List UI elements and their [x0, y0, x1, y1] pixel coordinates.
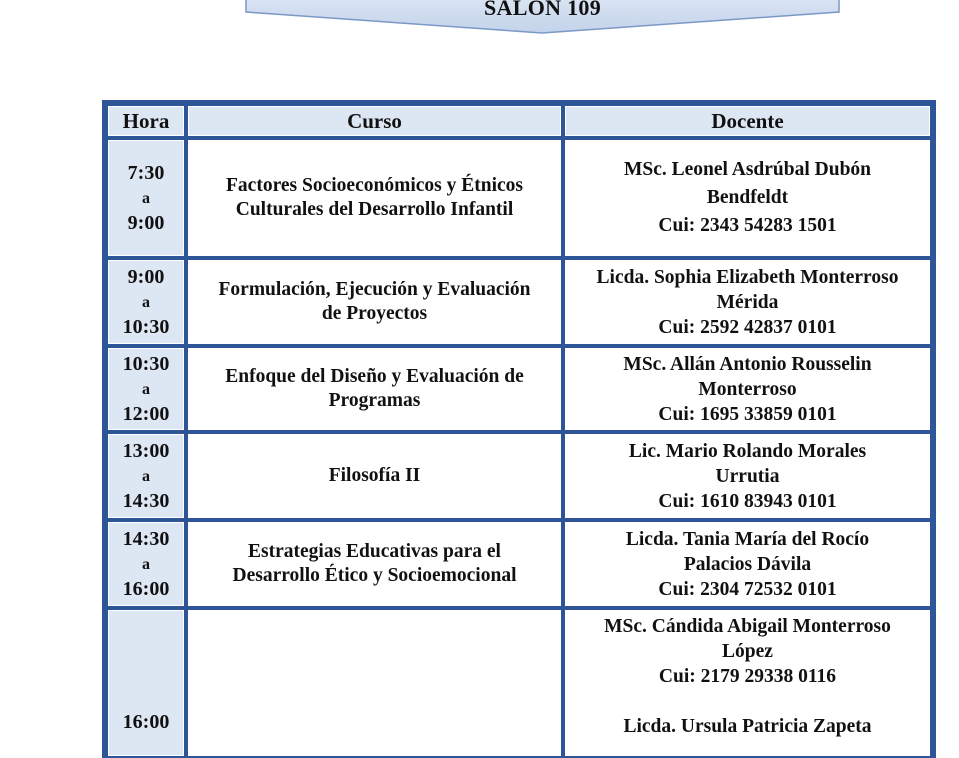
docente-cell [563, 432, 932, 520]
curso-cell [186, 432, 563, 520]
hora-sep: a [142, 467, 150, 485]
hora-end: 9:00 [127, 211, 165, 234]
curso-cell [186, 346, 563, 432]
docente-line: Licda. Tania María del Rocío [625, 528, 870, 550]
docente-cell [563, 520, 932, 608]
curso-cell [186, 138, 563, 258]
docente-cell [563, 138, 932, 258]
table-row [106, 138, 932, 258]
hora-sep: a [142, 189, 150, 207]
header-hora: Hora [106, 104, 186, 138]
header-row [106, 104, 932, 138]
banner-title: SALON 109 [484, 0, 601, 20]
curso-line: Desarrollo Ético y Socioemocional [232, 565, 517, 586]
curso-line: Estrategias Educativas para el [248, 541, 501, 562]
docente-cell [563, 608, 932, 758]
hora-start: 9:00 [127, 265, 165, 288]
hora-cell [106, 138, 186, 258]
hora-cell [106, 608, 186, 758]
docente-cell [563, 346, 932, 432]
docente-line: Bendfeldt [706, 187, 789, 208]
docente-line: Licda. Ursula Patricia Zapeta [623, 716, 872, 737]
docente-cui: Cui: 2179 29338 0116 [658, 666, 837, 687]
hora-start: 13:00 [122, 439, 170, 462]
docente-line: Palacios Dávila [683, 553, 812, 575]
docente-line: Urrutia [715, 465, 780, 487]
hora-start: 7:30 [127, 161, 165, 184]
curso-line: de Proyectos [321, 303, 428, 324]
hora-sep: a [142, 555, 150, 573]
docente-cui: Cui: 2592 42837 0101 [658, 316, 837, 338]
docente-line: MSc. Leonel Asdrúbal Dubón [623, 159, 872, 180]
docente-line: MSc. Allán Antonio Rousselin [623, 353, 872, 375]
curso-cell [186, 608, 563, 758]
docente-cui: Cui: 1695 33859 0101 [658, 403, 837, 425]
table-row [106, 346, 932, 432]
docente-line: MSc. Cándida Abigail Monterroso [604, 616, 891, 637]
hora-sep: a [142, 293, 150, 311]
curso-line: Factores Socioeconómicos y Étnicos [226, 175, 523, 196]
hora-end: 10:30 [122, 315, 170, 338]
salon-banner [245, 0, 840, 34]
docente-line: Mérida [716, 291, 779, 313]
hora-start: 14:30 [122, 527, 170, 550]
docente-cui: Cui: 2304 72532 0101 [658, 578, 837, 600]
table-row [106, 608, 932, 758]
table-row [106, 520, 932, 608]
curso-line: Enfoque del Diseño y Evaluación de [225, 366, 524, 387]
table-row [106, 432, 932, 520]
header-curso: Curso [186, 104, 563, 138]
curso-line: Culturales del Desarrollo Infantil [235, 199, 514, 220]
curso-line: Formulación, Ejecución y Evaluación [218, 279, 531, 300]
hora-end: 16:00 [122, 577, 170, 600]
docente-line: Lic. Mario Rolando Morales [628, 440, 867, 462]
docente-cui: Cui: 1610 83943 0101 [658, 490, 837, 512]
hora-cell [106, 258, 186, 346]
schedule-table [102, 100, 936, 758]
hora-sep: a [142, 380, 150, 398]
curso-line: Programas [328, 390, 421, 411]
hora-start: 16:00 [122, 711, 170, 733]
curso-cell [186, 520, 563, 608]
docente-cell [563, 258, 932, 346]
docente-cui: Cui: 2343 54283 1501 [658, 215, 837, 236]
hora-end: 12:00 [122, 402, 170, 425]
hora-start: 10:30 [122, 352, 170, 375]
hora-cell [106, 432, 186, 520]
docente-line: Monterroso [698, 378, 797, 400]
docente-line: Licda. Sophia Elizabeth Monterroso [596, 266, 899, 288]
header-docente: Docente [563, 104, 932, 138]
docente-line: López [722, 641, 773, 662]
hora-cell [106, 520, 186, 608]
hora-cell [106, 346, 186, 432]
docente-blank-line [571, 689, 924, 714]
curso-cell [186, 258, 563, 346]
hora-end: 14:30 [122, 489, 170, 512]
table-row [106, 258, 932, 346]
curso-line: Filosofía II [328, 465, 421, 486]
